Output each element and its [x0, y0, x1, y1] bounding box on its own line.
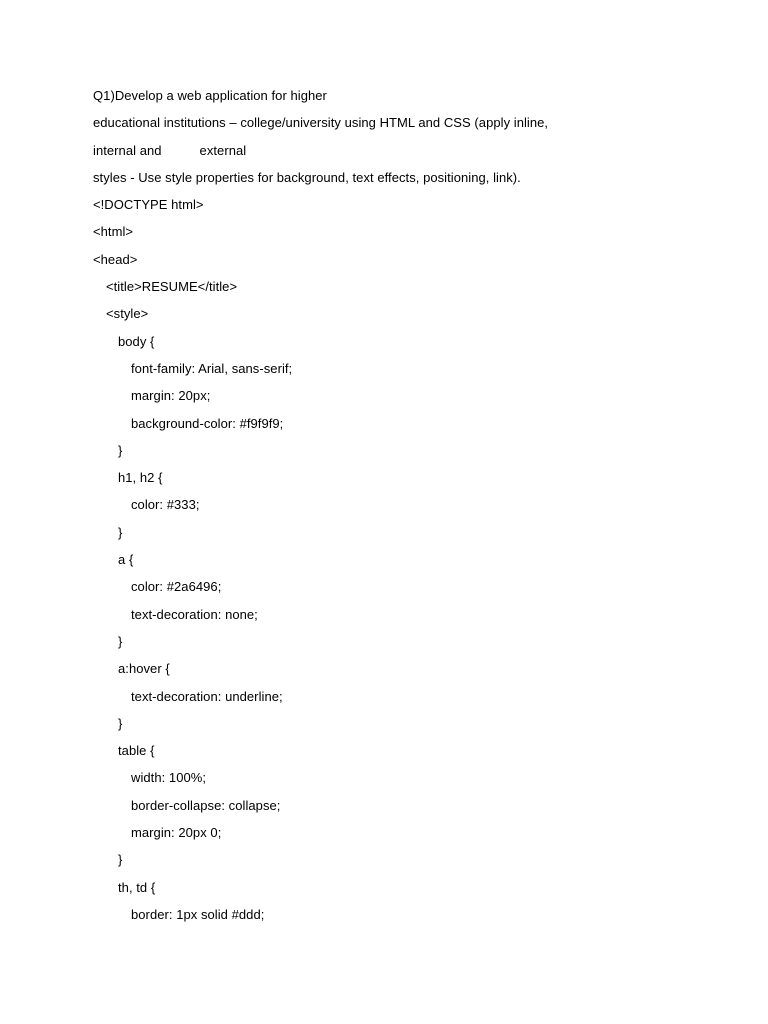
code-line: color: #2a6496;	[131, 579, 222, 595]
code-line: }	[118, 633, 123, 649]
code-line: color: #333;	[131, 497, 200, 513]
code-line: text-decoration: underline;	[131, 688, 283, 704]
code-line: th, td {	[118, 879, 156, 895]
code-line: body {	[118, 333, 155, 349]
question-line-3-part-1: internal and	[93, 142, 162, 158]
code-line: font-family: Arial, sans-serif;	[131, 360, 293, 376]
code-line: }	[118, 715, 123, 731]
code-line: border: 1px solid #ddd;	[131, 906, 265, 922]
question-line-3	[93, 141, 733, 168]
document-body	[93, 86, 733, 932]
code-line: <style>	[106, 306, 149, 322]
code-line: background-color: #f9f9f9;	[131, 415, 284, 431]
code-line: <!DOCTYPE html>	[93, 197, 204, 213]
code-line: text-decoration: none;	[131, 606, 258, 622]
code-line: a {	[118, 552, 134, 568]
code-line: <html>	[93, 224, 134, 240]
code-line: margin: 20px 0;	[131, 825, 222, 841]
code-line: }	[118, 442, 123, 458]
code-line: a:hover {	[118, 661, 170, 677]
code-line: width: 100%;	[131, 770, 207, 786]
code-line: margin: 20px;	[131, 388, 211, 404]
question-line-2: educational institutions – college/university using HTML and CSS (apply inline,	[93, 115, 549, 131]
code-line: table {	[118, 743, 155, 759]
question-line-4: styles - Use style properties for background, text effects, positioning, link).	[93, 169, 521, 185]
code-line: h1, h2 {	[118, 470, 163, 486]
question-line-3-part-2: external	[199, 142, 247, 158]
code-line: }	[118, 852, 123, 868]
code-line: border-collapse: collapse;	[131, 797, 281, 813]
code-line: <head>	[93, 251, 138, 267]
question-line-1: Q1)Develop a web application for higher	[93, 88, 327, 103]
code-line: }	[118, 524, 123, 540]
code-line: <title>RESUME</title>	[106, 279, 238, 295]
